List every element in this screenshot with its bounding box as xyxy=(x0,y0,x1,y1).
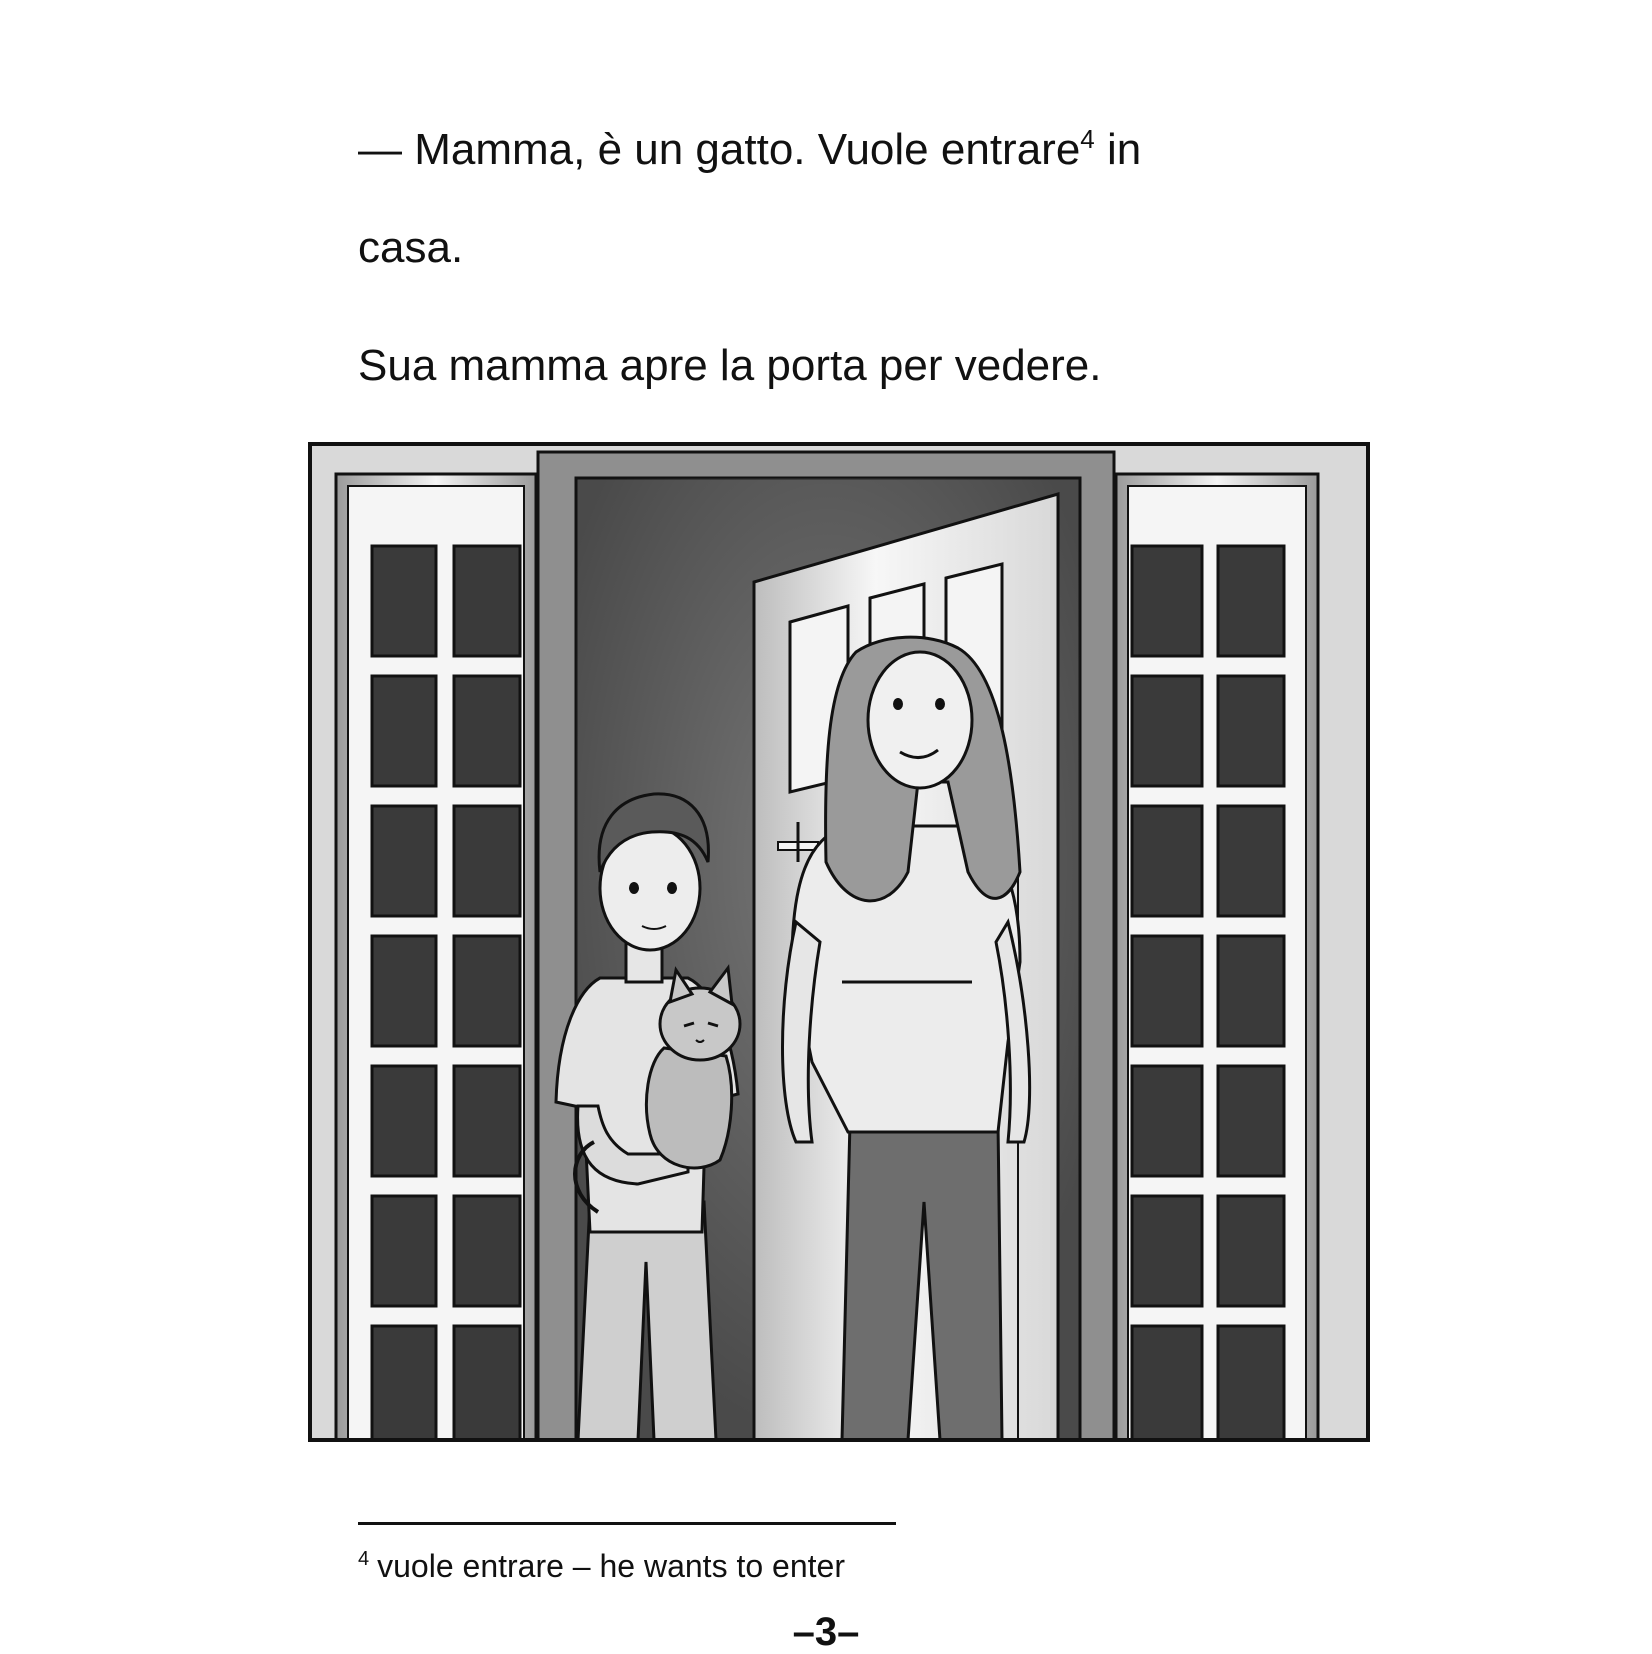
illustration-boy-cat-mother-door xyxy=(308,442,1370,1442)
right-window-panel xyxy=(1116,474,1318,1442)
footnote-ref-4: 4 xyxy=(1080,124,1095,154)
footnote xyxy=(358,1546,845,1591)
left-window-panel xyxy=(336,474,536,1442)
paragraph-1 xyxy=(358,124,1358,181)
paragraph-3: Sua mamma apre la porta per vedere. xyxy=(358,341,1102,390)
footnote-marker: 4 xyxy=(358,1548,370,1570)
paragraph-1-text: — Mamma, è un gatto. Vuole entrare xyxy=(358,125,1081,174)
footnote-text: vuole entrare – he wants to enter xyxy=(377,1548,845,1584)
paragraph-1-tail: in xyxy=(1094,125,1142,174)
paragraph-2: casa. xyxy=(358,223,464,272)
footnote-separator xyxy=(358,1522,896,1525)
page-number: –3– xyxy=(792,1610,860,1654)
